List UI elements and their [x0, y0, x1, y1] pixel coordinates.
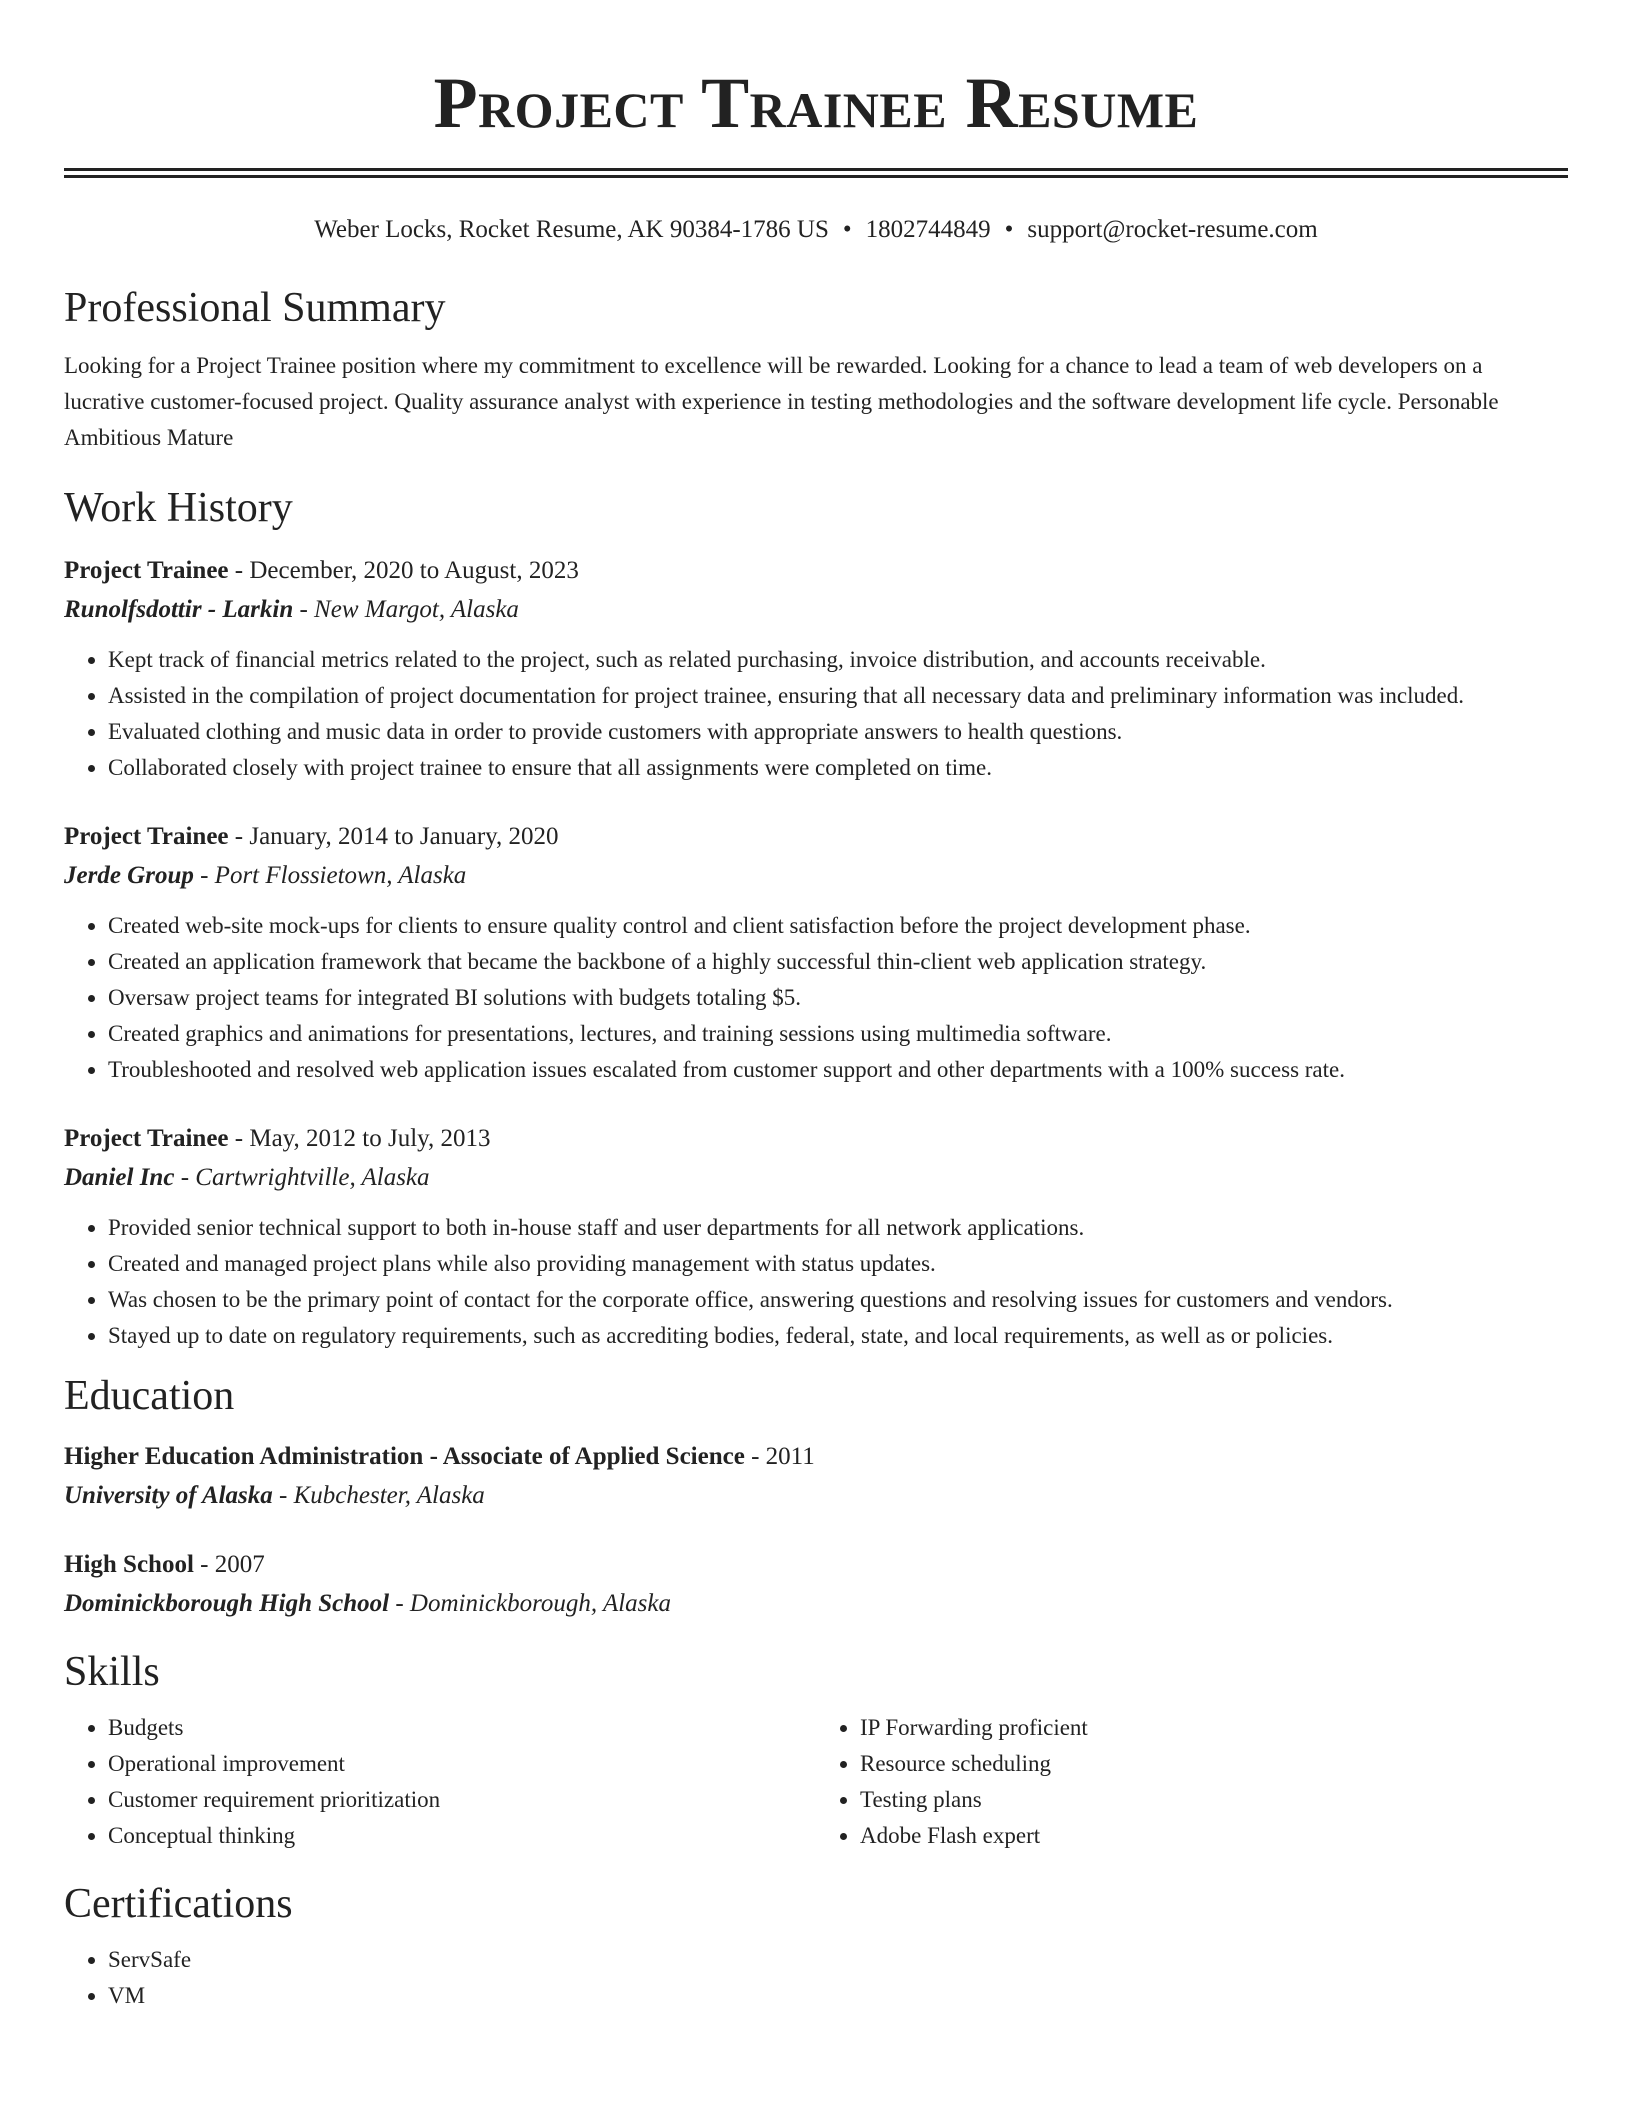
job-bullet: • Evaluated clothing and music data in order to provide customers with appropriate answers to health questions.: [108, 714, 1568, 750]
skill-item: • Budgets: [108, 1710, 816, 1746]
summary-heading: Professional Summary: [64, 285, 446, 331]
skill-item: • Operational improvement: [108, 1746, 816, 1782]
employer-name: Daniel Inc: [64, 1164, 175, 1191]
certification-item: • VM: [108, 1978, 1568, 2014]
contact-separator: •: [1004, 216, 1014, 243]
school-line: [64, 1476, 1568, 1516]
school-name: Dominickborough High School: [64, 1590, 390, 1617]
contact-phone: 1802744849: [865, 216, 991, 243]
skills-column-left: [64, 1710, 816, 1854]
work-history-section: [64, 482, 1568, 1354]
job-entry: [64, 1120, 1568, 1354]
contact-email[interactable]: support@rocket-resume.com: [1027, 216, 1318, 243]
skills-grid: [64, 1710, 1568, 1854]
job-entry: [64, 818, 1568, 1088]
summary-section: [64, 282, 1568, 456]
employer-name: Jerde Group: [64, 862, 194, 889]
job-title-line: [64, 818, 1568, 856]
job-bullet: • Created an application framework that became the backbone of a highly successful thin-client web application strategy.: [108, 944, 1568, 980]
job-dates: - May, 2012 to July, 2013: [228, 1125, 491, 1152]
employer-line: [64, 590, 1568, 630]
education-entry: [64, 1546, 1568, 1624]
job-bullets: [64, 642, 1568, 786]
contact-line: [64, 214, 1568, 246]
employer-line: [64, 1158, 1568, 1198]
degree-line: [64, 1438, 1568, 1476]
job-bullet: • Collaborated closely with project trainee to ensure that all assignments were completed on time.: [108, 750, 1568, 786]
job-title: Project Trainee: [64, 823, 229, 850]
job-entry: [64, 552, 1568, 786]
job-title-line: [64, 552, 1568, 590]
degree-name: High School: [64, 1551, 194, 1578]
skill-item: • Adobe Flash expert: [860, 1818, 1568, 1854]
education-entry: [64, 1438, 1568, 1516]
job-bullet: • Troubleshooted and resolved web application issues escalated from customer support and other departments with a 100% success rate.: [108, 1052, 1568, 1088]
employer-line: [64, 856, 1568, 896]
job-title: Project Trainee: [64, 557, 229, 584]
job-bullet: • Stayed up to date on regulatory requirements, such as accrediting bodies, federal, state, and local requirements, as well as or policies.: [108, 1318, 1568, 1354]
job-bullets: [64, 1210, 1568, 1354]
certifications-heading: Certifications: [64, 1881, 293, 1927]
employer-location: - Cartwrightville, Alaska: [174, 1164, 430, 1191]
certification-item: • ServSafe: [108, 1942, 1568, 1978]
title-divider: [64, 168, 1568, 178]
employer-location: - Port Flossietown, Alaska: [193, 862, 467, 889]
skills-section: [64, 1646, 1568, 1854]
job-bullet: • Created and managed project plans while also providing management with status updates.: [108, 1246, 1568, 1282]
school-location: - Dominickborough, Alaska: [389, 1590, 671, 1617]
certifications-section: [64, 1878, 1568, 2014]
skill-item: • Testing plans: [860, 1782, 1568, 1818]
school-location: - Kubchester, Alaska: [272, 1482, 485, 1509]
summary-text: Looking for a Project Trainee position where my commitment to excellence will be rewarded. Looking for a chance to lead a team of web developers on a lucrative customer-focused project. Quality assurance analyst with experience in testing methodologies and the software development life cycle. Personable Ambitious Mature: [64, 353, 1499, 450]
skill-item: • IP Forwarding proficient: [860, 1710, 1568, 1746]
skill-item: • Resource scheduling: [860, 1746, 1568, 1782]
job-bullet: • Provided senior technical support to both in-house staff and user departments for all network applications.: [108, 1210, 1568, 1246]
skill-item: • Customer requirement prioritization: [108, 1782, 816, 1818]
employer-location: - New Margot, Alaska: [293, 596, 519, 623]
job-dates: - January, 2014 to January, 2020: [228, 823, 559, 850]
job-bullets: [64, 908, 1568, 1088]
education-section: [64, 1370, 1568, 1624]
degree-year: - 2011: [744, 1443, 815, 1470]
job-bullet: • Kept track of financial metrics related to the project, such as related purchasing, invoice distribution, and accounts receivable.: [108, 642, 1568, 678]
education-heading: Education: [64, 1373, 235, 1419]
work-history-heading: Work History: [64, 485, 293, 531]
degree-year: - 2007: [193, 1551, 265, 1578]
job-title: Project Trainee: [64, 1125, 229, 1152]
job-bullet: • Created graphics and animations for presentations, lectures, and training sessions using multimedia software.: [108, 1016, 1568, 1052]
school-name: University of Alaska: [64, 1482, 273, 1509]
degree-line: [64, 1546, 1568, 1584]
job-bullet: • Oversaw project teams for integrated BI solutions with budgets totaling $5.: [108, 980, 1568, 1016]
job-bullet: • Assisted in the compilation of project documentation for project trainee, ensuring that all necessary data and preliminary information was included.: [108, 678, 1568, 714]
certifications-list: [64, 1942, 1568, 2014]
contact-address: Weber Locks, Rocket Resume, AK 90384-1786 US: [314, 216, 829, 243]
job-bullet: • Was chosen to be the primary point of contact for the corporate office, answering questions and resolving issues for customers and vendors.: [108, 1282, 1568, 1318]
job-title-line: [64, 1120, 1568, 1158]
resume-title: Project Trainee Resume: [433, 63, 1199, 143]
employer-name: Runolfsdottir - Larkin: [64, 596, 294, 623]
job-dates: - December, 2020 to August, 2023: [228, 557, 579, 584]
job-bullet: • Created web-site mock-ups for clients to ensure quality control and client satisfaction before the project development phase.: [108, 908, 1568, 944]
skill-item: • Conceptual thinking: [108, 1818, 816, 1854]
skills-heading: Skills: [64, 1649, 160, 1695]
skills-column-right: [816, 1710, 1568, 1854]
degree-name: Higher Education Administration - Associate of Applied Science: [64, 1443, 745, 1470]
school-line: [64, 1584, 1568, 1624]
contact-separator: •: [842, 216, 852, 243]
